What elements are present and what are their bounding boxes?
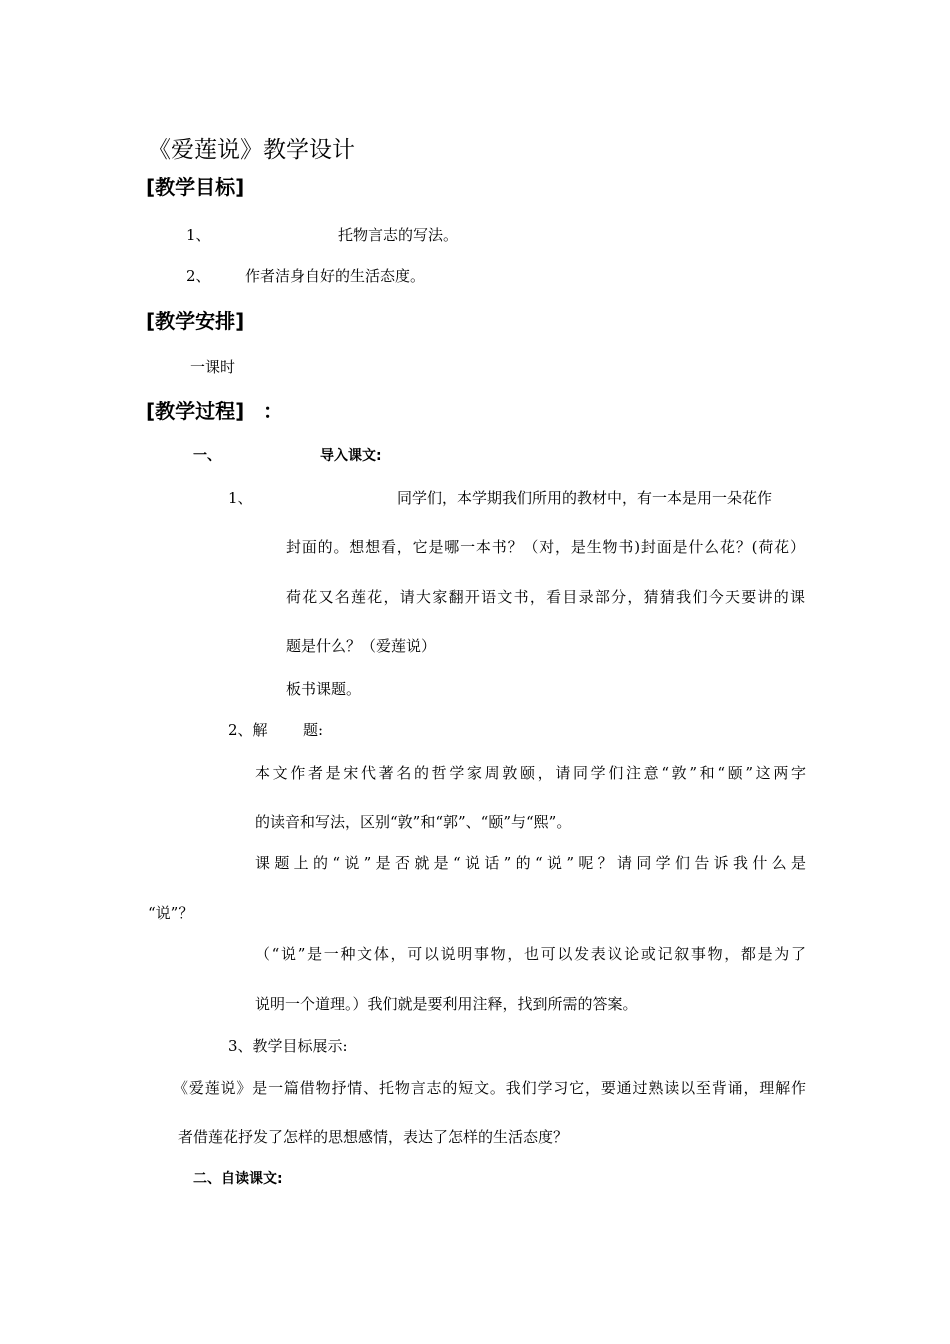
- section-heading-process: [教学过程]: [146, 399, 245, 423]
- step1-line-2: 封面的。想想看，它是哪一本书？（对，是生物书)封面是什么花？(荷花）: [286, 538, 805, 556]
- step1-line-3: 荷花又名莲花，请大家翻开语文书，看目录部分，猜猜我们今天要讲的课: [286, 588, 805, 606]
- goal-2-text: 作者洁身自好的生活态度。: [245, 267, 426, 285]
- goal-1-text: 托物言志的写法。: [338, 226, 459, 244]
- arrangement-text: 一课时: [190, 358, 236, 376]
- section-heading-process-colon: ：: [263, 399, 283, 423]
- section-heading-goals: [教学目标]: [146, 175, 245, 199]
- step3-title: 3、教学目标展示:: [228, 1037, 348, 1055]
- step3-line-1: 《爱莲说》是一篇借物抒情、托物言志的短文。我们学习它，要通过熟读以至背诵，理解作: [173, 1079, 806, 1097]
- part1-number: 一、: [193, 448, 221, 464]
- part2-title: 二、自读课文:: [193, 1171, 283, 1187]
- step2-label-end: 题:: [303, 721, 324, 739]
- goal-1-number: 1、: [186, 226, 211, 244]
- goal-2-number: 2、: [186, 267, 211, 285]
- step2-line-5: （“说”是一种文体，可以说明事物，也可以发表议论或记叙事物，都是为了: [255, 945, 806, 963]
- part1-title: 导入课文:: [320, 448, 382, 464]
- step1-line-4: 题是什么？（爱莲说）: [286, 637, 437, 655]
- step2-line-6: 说明一个道理。）我们就是要利用注释，找到所需的答案。: [255, 995, 638, 1013]
- section-heading-arrangement: [教学安排]: [146, 309, 245, 333]
- step2-line-1: 本文作者是宋代著名的哲学家周敦颐，请同学们注意“敦”和“颐”这两字: [255, 764, 806, 782]
- document-title: 《爱莲说》教学设计: [148, 137, 355, 163]
- step3-line-2: 者借莲花抒发了怎样的思想感情，表达了怎样的生活态度？: [178, 1128, 569, 1146]
- step1-line-1: 同学们，本学期我们所用的教材中，有一本是用一朵花作: [397, 489, 773, 507]
- step2-line-3: 课题上的“说”是否就是“说话”的“说”呢？请同学们告诉我什么是: [255, 854, 806, 872]
- step1-number: 1、: [228, 489, 253, 507]
- step2-line-4: “说”？: [148, 904, 194, 922]
- step1-line-5: 板书课题。: [286, 680, 362, 698]
- step2-number: 2、解: [228, 721, 268, 739]
- step2-line-2: 的读音和写法，区别“敦”和“郭”、“颐”与“熙”。: [255, 813, 572, 831]
